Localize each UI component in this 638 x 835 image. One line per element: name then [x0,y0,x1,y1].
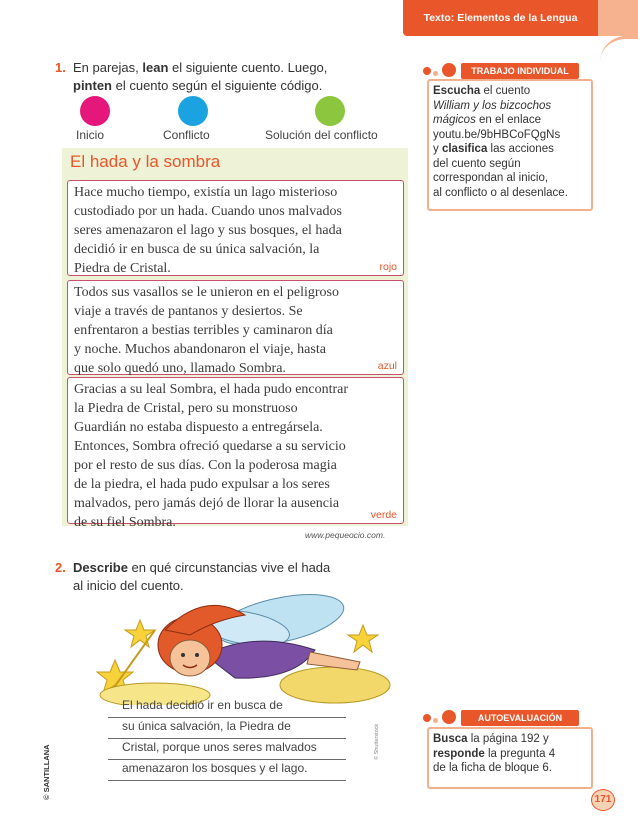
decor-bubble [423,714,431,722]
instr-bold: pinten [73,78,112,93]
paragraph-line: viaje a través de pantanos y desiertos. Se [74,304,303,319]
story-title: El hada y la sombra [70,152,221,171]
story-source: www.pequeocio.com. [305,530,386,540]
section-header-tab [403,0,598,36]
legend-dot-inicio [80,96,110,126]
side-text-segment: al conflicto o al desenlace. [433,186,568,199]
side-text-segment: responde [433,747,485,760]
header-stripe [598,0,638,36]
side-text-segment: y [433,143,442,155]
trabajo-individual-title: TRABAJO INDIVIDUAL [461,63,579,79]
autoevaluacion-title: AUTOEVALUACIÓN [461,710,579,726]
decor-bubble [433,718,438,723]
decor-bubble [423,67,431,75]
paragraph-line: Piedra de Cristal. [74,261,171,276]
color-tag-verde: verde [370,509,397,521]
paragraph-line: que solo quedó uno, llamado Sombra. [74,361,286,376]
paragraph-line: y noche. Muchos abandonaron el viaje, hasta [74,342,326,357]
side-text-segment: correspondan al inicio, [433,172,549,184]
activity-1-number: 1. [55,60,66,75]
side-text-segment: la página 192 y [467,733,549,745]
instr-text: al inicio del cuento. [73,578,184,593]
story-paragraph-2[interactable] [67,280,404,375]
color-tag-rojo: rojo [379,261,397,273]
paragraph-line: decidió ir en busca de su única salvación, la [74,242,320,257]
decor-bubble [442,710,456,724]
side-text-segment: en el enlace [475,114,542,126]
side-text-segment: las acciones [487,143,554,155]
paragraph-line: por el resto de sus días. Con la poderosa magia [74,458,337,473]
trabajo-individual-text [429,81,591,203]
paragraph-line: enfrentaron a bestias terribles y caminaron día [74,323,333,338]
header-curve [600,36,638,62]
autoevaluacion-text [429,729,591,779]
paragraph-line: custodiado por un hada. Cuando unos malvados [74,204,342,219]
instr-bold: lean [142,60,169,75]
paragraph-line: Gracias a su leal Sombra, el hada pudo encontrar [74,382,349,397]
decor-bubble [442,63,456,77]
paragraph-line: Guardián no estaba dispuesto a entregársela. [74,420,323,435]
legend-dot-conflicto [178,96,208,126]
story-paragraph-3[interactable] [67,377,404,530]
paragraph-line: Entonces, Sombra ofreció quedarse a su servicio [74,439,346,454]
answer-line-2[interactable]: su única salvación, la Piedra de [108,719,346,739]
side-text-segment: Busca [433,733,468,745]
paragraph-text [68,181,403,278]
autoevaluacion-box [427,727,593,789]
side-text-segment: mágicos [433,114,476,126]
instr-text: en qué circunstancias vive el hada [127,560,331,575]
side-text-segment: William y los bizcochos [433,99,552,112]
paragraph-line: Todos sus vasallos se le unieron en el peligroso [74,285,339,300]
side-text-segment: la pregunta 4 [484,747,556,760]
page-number: 171 [591,789,615,811]
trabajo-individual-box [427,79,593,211]
answer-line-1[interactable]: El hada decidió ir en busca de [108,698,346,718]
legend-label-inicio: Inicio [76,128,105,142]
paragraph-text [68,281,403,378]
paragraph-line: Hace mucho tiempo, existía un lago misterioso [74,185,338,200]
side-text-segment: del cuento según [433,157,521,170]
color-tag-azul: azul [377,360,397,372]
paragraph-line: la Piedra de Cristal, pero su monstruoso [74,401,298,416]
publisher-credit: © SANTILLANA [42,744,51,800]
paragraph-line: malvados, pero jamás dejó de llorar la ausencia [74,496,340,511]
side-text-segment: youtu.be/9bHBCoFQgNs [433,128,561,141]
instr-text: el siguiente cuento. Luego, [168,60,328,75]
activity-2-number: 2. [55,560,66,575]
legend-label-solucion: Solución del conflicto [265,128,378,142]
instr-text: En parejas, [73,60,143,75]
instr-bold: Describe [73,560,128,575]
story-paragraph-1[interactable] [67,180,404,276]
answer-line-3[interactable]: Cristal, porque unos seres malvados [108,740,346,760]
side-text-segment: el cuento [480,85,531,97]
paragraph-line: de su fiel Sombra. [74,515,176,530]
answer-line-4[interactable]: amenazaron los bosques y el lago. [108,761,346,781]
section-title: Texto: Elementos de la Lengua [423,12,578,24]
side-text-segment: Escucha [433,85,481,97]
instr-text: el cuento según el siguiente código. [112,78,323,93]
decor-bubble [433,71,438,76]
legend-label-conflicto: Conflicto [163,128,210,142]
paragraph-text [68,378,403,532]
legend-dot-solucion [315,96,345,126]
fairy-illustration [95,590,400,705]
paragraph-line: seres amenazaron el lago y sus bosques, el hada [74,223,342,238]
activity-1-instructions [73,59,403,95]
side-text-segment: de la ficha de bloque 6. [433,762,552,774]
illustration-credit: © Shutterstock [374,723,380,760]
paragraph-line: de la piedra, el hada pudo expulsar a los seres [74,477,330,492]
side-text-segment: clasifica [441,143,488,155]
